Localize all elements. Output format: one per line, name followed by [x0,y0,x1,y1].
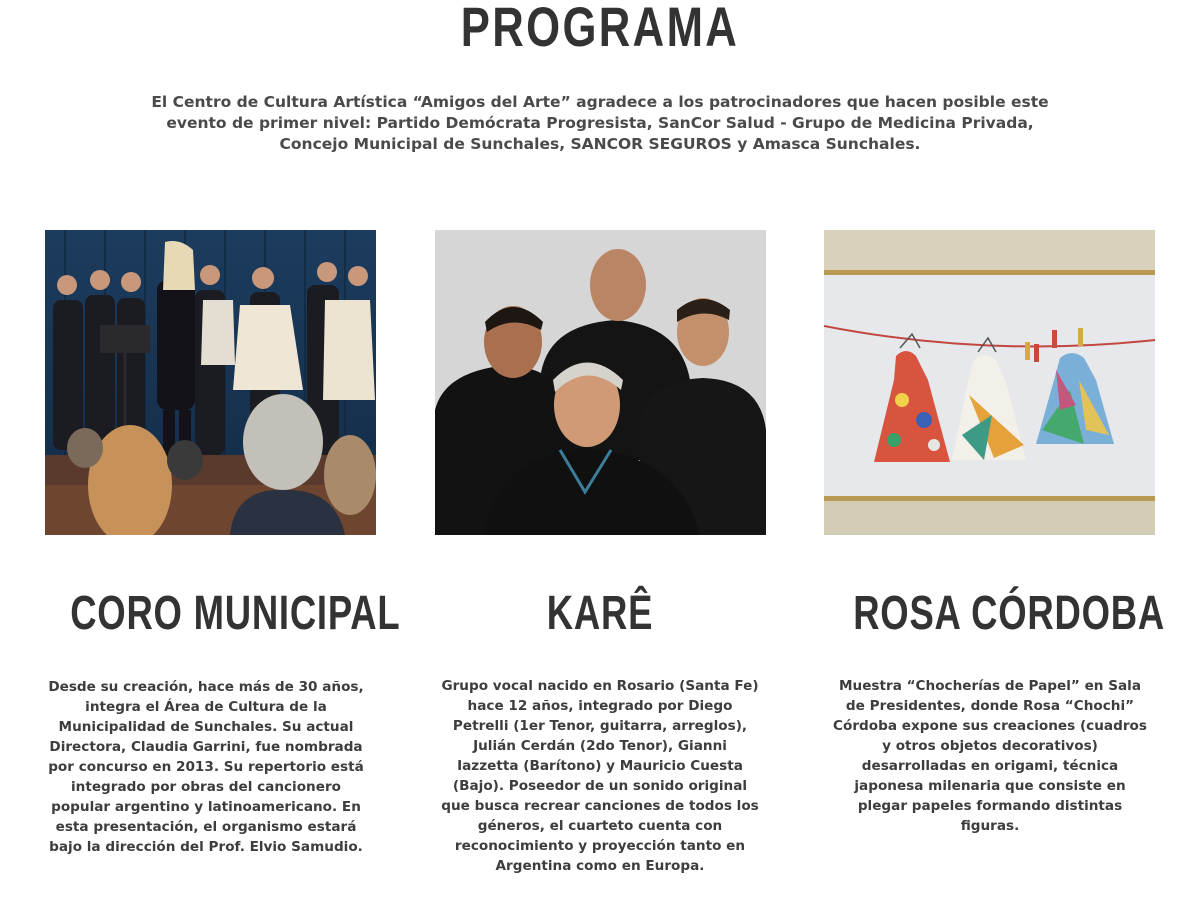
rosa-cordoba-description: Muestra “Chocherías de Papel” en Sala de Presidentes, donde Rosa “Chochi” Córdoba expone sus creaciones (cuadros y otros objetos decorativos) desarrolladas en origami, técnica japonesa milenaria que consiste en plegar papeles formando distintas figuras. [833,678,1147,834]
coro-municipal-description: Desde su creación, hace más de 30 años, integra el Área de Cultura de la Municipalidad de Sunchales. Su actual Directora, Claudia Garrini, fue nombrada por concurso en 2013. Su repertorio está integrado por obras del cancionero popular argentino y latinoamericano. En esta presentación, el organismo estará bajo la dirección del Prof. Elvio Samudio. [48,679,364,855]
origami-dresses-photo [824,230,1155,535]
choir-photo [45,230,376,535]
coro-municipal-title: CORO MUNICIPAL [70,587,401,640]
kare-description: Grupo vocal nacido en Rosario (Santa Fe) hace 12 años, integrado por Diego Petrelli (1er Tenor, guitarra, arreglos), Julián Cerdán (2do Tenor), Gianni Iazzetta (Barítono) y Mauricio Cuesta (Bajo). Poseedor de un sonido original que busca recrear canciones de todos los géneros, el cuarteto cuenta con reconocimiento y proyección tanto en Argentina como en Europa. [441,678,759,874]
sponsors-intro: El Centro de Cultura Artística “Amigos del Arte” agradece a los patrocinadores que hacen posible este evento de primer nivel: Partido Demócrata Progresista, SanCor Salud - Grupo de Medicina Privada, Concejo Municipal de Sunchales, SANCOR SEGUROS y Amasca Sunchales. [151,93,1049,153]
page-title: PROGRAMA [460,0,740,58]
rosa-cordoba-title: ROSA CÓRDOBA [853,587,1165,640]
kare-title: KARÊ [546,587,654,640]
vocal-group-photo [435,230,766,535]
